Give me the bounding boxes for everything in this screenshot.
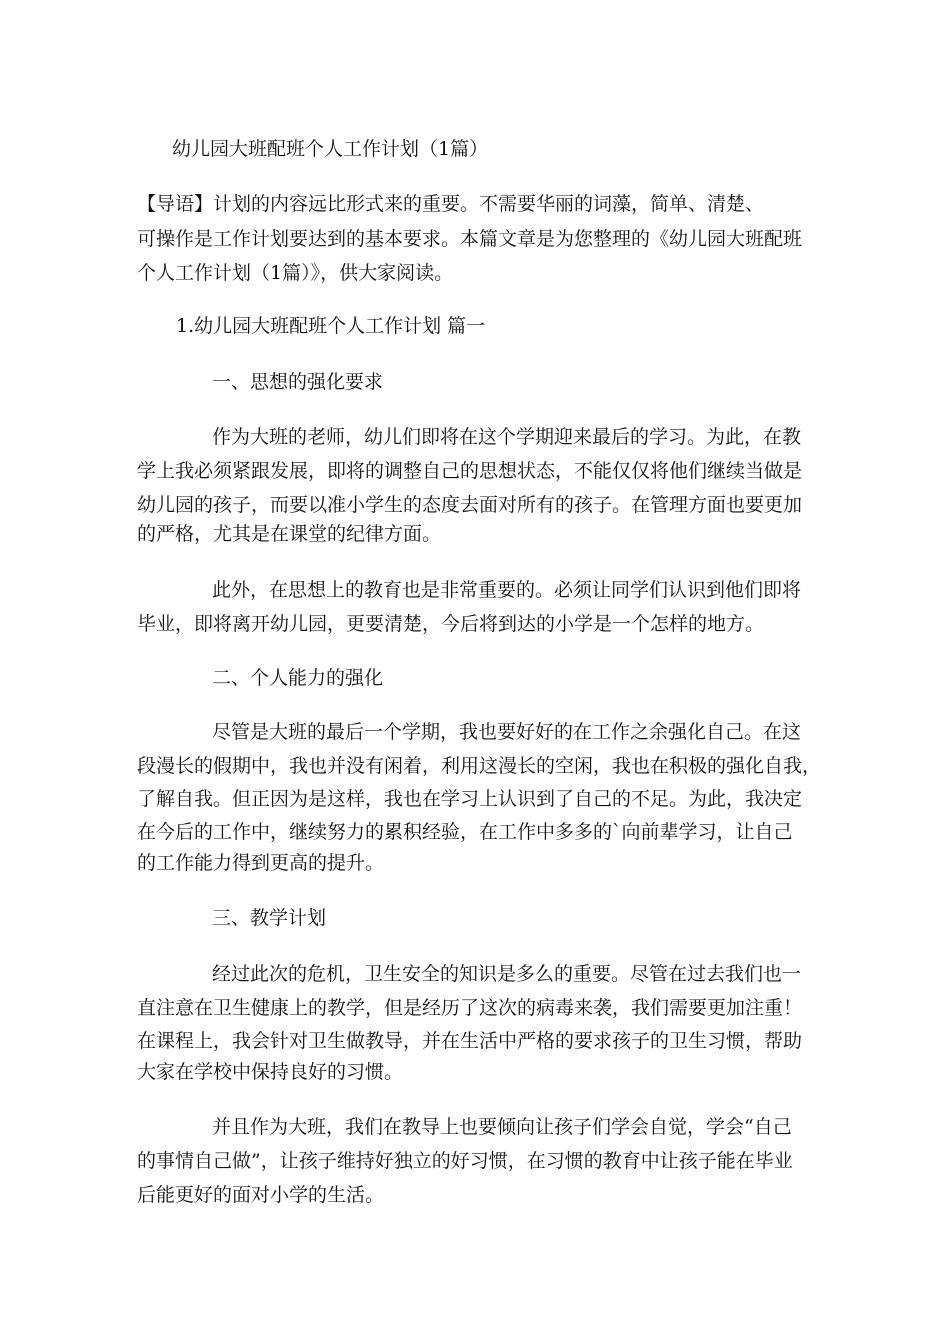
para-4-line-1: 经过此次的危机，卫生安全的知识是多么的重要。尽管在过去我们也一 — [212, 963, 802, 985]
para-4-line-4: 大家在学校中保持良好的习惯。 — [137, 1061, 404, 1083]
para-3-line-1: 尽管是大班的最后一个学期，我也要好好的在工作之余强化自己。在这 — [212, 721, 802, 743]
para-3-line-3: 了解自我。但正因为是这样，我也在学习上认识到了自己的不足。为此，我决定 — [137, 788, 803, 810]
heading-teaching-plan: 三、教学计划 — [212, 907, 327, 929]
para-2-line-2: 毕业，即将离开幼儿园，更要清楚，今后将到达的小学是一个怎样的地方。 — [137, 613, 765, 635]
para-3-line-5: 的工作能力得到更高的提升。 — [137, 852, 385, 874]
section-title: 1.幼儿园大班配班个人工作计划 篇一 — [176, 315, 486, 337]
para-1-line-2: 学上我必须紧跟发展，即将的调整自己的思想状态，不能仅仅将他们继续当做是 — [137, 460, 803, 482]
para-4-line-3: 在课程上，我会针对卫生做教导，并在生活中严格的要求孩子的卫生习惯，帮助 — [137, 1030, 803, 1052]
para-5-line-1: 并且作为大班，我们在教导上也要倾向让孩子们学会自觉，学会“自己 — [212, 1116, 792, 1138]
para-5-line-2: 的事情自己做”，让孩子维持好独立的好习惯，在习惯的教育中让孩子能在毕业 — [137, 1150, 793, 1172]
para-1-line-1: 作为大班的老师，幼儿们即将在这个学期迎来最后的学习。为此，在教 — [212, 426, 802, 448]
para-2-line-1: 此外，在思想上的教育也是非常重要的。必须让同学们认识到他们即将 — [212, 579, 802, 601]
para-4-line-2: 直注意在卫生健康上的教学，但是经历了这次的病毒来袭，我们需要更加注重！ — [137, 997, 803, 1019]
heading-ability: 二、个人能力的强化 — [212, 667, 384, 689]
para-1-line-4: 的严格，尤其是在课堂的纪律方面。 — [137, 523, 442, 545]
para-5-line-3: 后能更好的面对小学的生活。 — [137, 1184, 385, 1206]
para-3-line-2: 段漫长的假期中，我也并没有闲着，利用这漫长的空闲，我也在积极的强化自我， — [137, 755, 822, 777]
intro-line-2: 可操作是工作计划要达到的基本要求。本篇文章是为您整理的《幼儿园大班配班 — [137, 228, 803, 250]
heading-thought: 一、思想的强化要求 — [212, 371, 384, 393]
para-3-line-4: 在今后的工作中，继续努力的累积经验，在工作中多多的`向前辈学习，让自己 — [137, 821, 793, 843]
document-title: 幼儿园大班配班个人工作计划（1篇） — [172, 138, 489, 160]
intro-line-1: 【导语】计划的内容远比形式来的重要。不需要华丽的词藻，简单、清楚、 — [137, 193, 765, 215]
para-1-line-3: 幼儿园的孩子，而要以准小学生的态度去面对所有的孩子。在管理方面也要更加 — [137, 494, 803, 516]
intro-line-3: 个人工作计划（1篇）》，供大家阅读。 — [137, 262, 454, 284]
